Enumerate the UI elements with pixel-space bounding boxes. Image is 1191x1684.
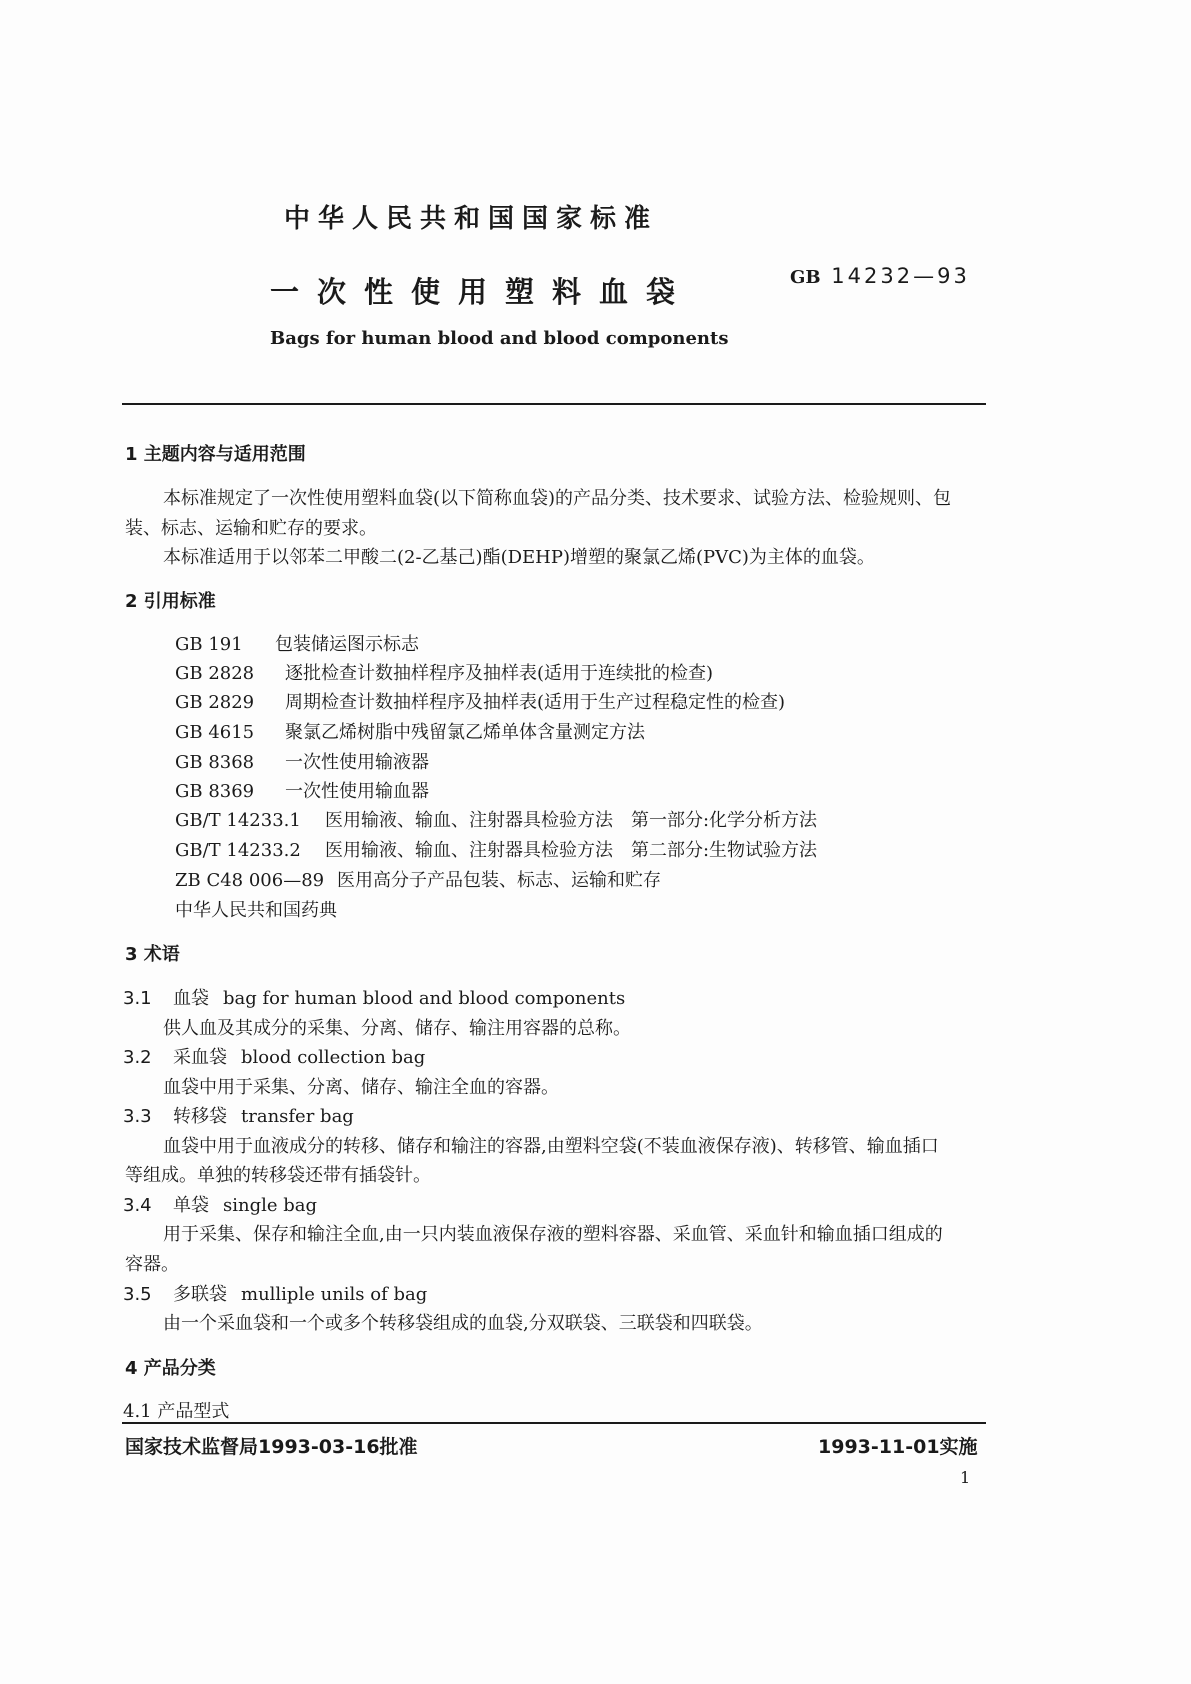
reference-title: 一次性使用输血器 (285, 781, 429, 802)
term-definition: 容器。 (125, 1254, 179, 1275)
term-cn: 采血袋 (173, 1047, 227, 1068)
reference-code: GB 191 (175, 634, 243, 655)
reference-item (175, 866, 661, 892)
document-title-cn: 一次性使用塑料血袋 (270, 275, 694, 309)
reference-title: 聚氯乙烯树脂中残留氯乙烯单体含量测定方法 (285, 722, 645, 743)
section-2-heading: 2 引用标准 (125, 591, 216, 612)
term-definition: 血袋中用于采集、分离、储存、输注全血的容器。 (163, 1077, 559, 1098)
standard-code: 14232—93 (831, 264, 970, 288)
term-number: 3.2 (123, 1047, 152, 1068)
section-1-heading: 1 主题内容与适用范围 (125, 444, 306, 465)
section-1-para-1-line-2: 装、标志、运输和贮存的要求。 (125, 518, 377, 539)
term-heading (123, 984, 625, 1010)
term-heading (123, 1191, 317, 1217)
term-cn: 转移袋 (173, 1106, 227, 1127)
term-en: single bag (223, 1195, 318, 1216)
reference-item (175, 777, 429, 803)
term-number: 3.1 (123, 988, 152, 1009)
term-definition: 血袋中用于血液成分的转移、储存和输注的容器,由塑料空袋(不装血液保存液)、转移管、输血插口 (163, 1136, 939, 1157)
reference-item (175, 659, 713, 685)
section-1-para-2: 本标准适用于以邻苯二甲酸二(2-乙基己)酯(DEHP)增塑的聚氯乙烯(PVC)为主体的血袋。 (163, 547, 875, 568)
footer-rule (122, 1422, 986, 1424)
section-3-heading: 3 术语 (125, 944, 180, 965)
term-cn: 单袋 (173, 1195, 209, 1216)
term-heading (123, 1102, 354, 1128)
reference-title: 医用输液、输血、注射器具检验方法 第二部分:生物试验方法 (325, 840, 818, 861)
reference-title: 一次性使用输液器 (285, 752, 429, 773)
approval-date: 国家技术监督局1993-03-16批准 (125, 1436, 418, 1458)
term-number: 3.5 (123, 1284, 152, 1305)
term-en: mulliple unils of bag (241, 1284, 428, 1305)
term-en: blood collection bag (241, 1047, 426, 1068)
section-4-heading: 4 产品分类 (125, 1358, 216, 1379)
reference-title: 中华人民共和国药典 (175, 900, 337, 921)
term-definition: 由一个采血袋和一个或多个转移袋组成的血袋,分双联袋、三联袋和四联袋。 (163, 1313, 763, 1334)
issuer-title: 中华人民共和国国家标准 (284, 204, 659, 234)
term-en: bag for human blood and blood components (223, 988, 626, 1009)
header-rule (122, 403, 986, 405)
reference-item (175, 718, 645, 744)
reference-title: 医用高分子产品包装、标志、运输和贮存 (337, 870, 661, 891)
reference-code: ZB C48 006—89 (175, 870, 325, 891)
term-en: transfer bag (241, 1106, 354, 1127)
term-number: 3.3 (123, 1106, 152, 1127)
reference-code: GB/T 14233.1 (175, 810, 301, 831)
reference-title: 医用输液、输血、注射器具检验方法 第一部分:化学分析方法 (325, 810, 818, 831)
reference-item (175, 688, 785, 714)
reference-code: GB/T 14233.2 (175, 840, 301, 861)
reference-item (175, 748, 429, 774)
reference-title: 包装储运图示标志 (275, 634, 419, 655)
term-definition: 等组成。单独的转移袋还带有插袋针。 (125, 1165, 431, 1186)
term-heading (123, 1043, 425, 1069)
term-heading (123, 1280, 427, 1306)
term-cn: 多联袋 (173, 1284, 227, 1305)
section-1-para-1-line-1: 本标准规定了一次性使用塑料血袋(以下简称血袋)的产品分类、技术要求、试验方法、检验规则、包 (163, 488, 952, 509)
standard-number (790, 264, 970, 288)
reference-title: 逐批检查计数抽样程序及抽样表(适用于连续批的检查) (285, 663, 714, 684)
reference-code: GB 2828 (175, 663, 255, 684)
term-number: 3.4 (123, 1195, 152, 1216)
section-4-1-heading: 4.1 产品型式 (123, 1401, 230, 1422)
reference-code: GB 4615 (175, 722, 255, 743)
effective-date: 1993-11-01实施 (818, 1436, 978, 1458)
reference-code: GB 2829 (175, 692, 255, 713)
reference-title: 周期检查计数抽样程序及抽样表(适用于生产过程稳定性的检查) (285, 692, 786, 713)
reference-item (175, 896, 337, 922)
document-title-en: Bags for human blood and blood components (270, 328, 729, 349)
reference-code: GB 8368 (175, 752, 255, 773)
term-cn: 血袋 (173, 988, 209, 1009)
page-number: 1 (960, 1468, 971, 1487)
reference-item (175, 836, 817, 862)
term-definition: 用于采集、保存和输注全血,由一只内装血液保存液的塑料容器、采血管、采血针和输血插口组成的 (163, 1224, 943, 1245)
reference-item (175, 630, 419, 656)
reference-item (175, 806, 817, 832)
term-definition: 供人血及其成分的采集、分离、储存、输注用容器的总称。 (163, 1018, 631, 1039)
reference-code: GB 8369 (175, 781, 255, 802)
standard-prefix: GB (790, 267, 821, 288)
